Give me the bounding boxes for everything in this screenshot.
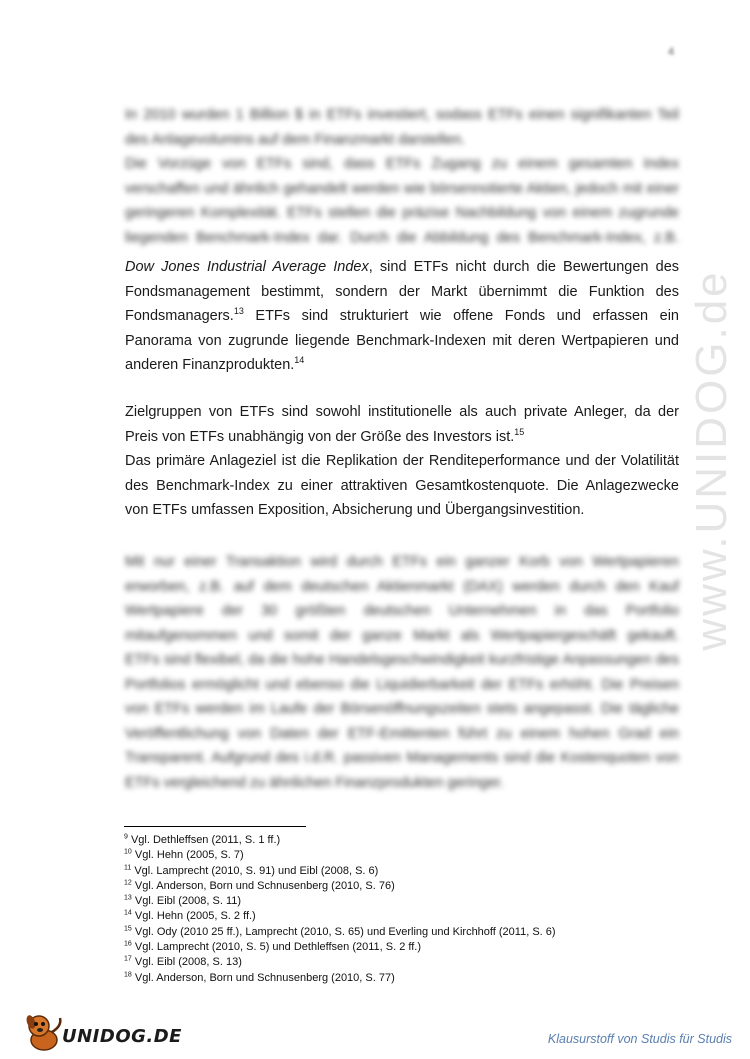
text-line: ETFs vergleichend zu ähnlichen Finanzprodukten geringer. [125, 774, 504, 791]
footnote-number: 17 [124, 955, 132, 963]
blurred-preview-block-top [125, 103, 679, 250]
text-fragment: ETFs sind strukturiert wie offene Fonds und erfassen ein [243, 308, 679, 324]
footnote-text: Vgl. Lamprecht (2010, S. 91) und Eibl (2008, S. 6) [134, 864, 379, 877]
text-line: Zielgruppen von ETFs sind sowohl institutionelle als auch private Anleger, da der [125, 404, 679, 420]
footnote-number: 16 [124, 940, 132, 948]
footnote-number: 10 [124, 848, 132, 856]
text-line: ETFs sind flexibel, da die hohe Handelsgeschwindigkeit kurzfristige Anpassungen des [125, 652, 679, 668]
footnote-ref: 13 [233, 306, 244, 317]
text-line: erworben, z.B. auf dem deutschen Aktienmarkt (DAX) werden durch den Kauf [125, 578, 679, 595]
page-number: 4 [668, 46, 675, 58]
text-line: von ETFs umfassen Exposition, Absicherung und Übergangsinvestition. [125, 502, 585, 518]
text-line: Die Vorzüge von ETFs sind, dass ETFs Zugang zu einem gesamten Index [125, 156, 679, 172]
footnote-number: 12 [124, 879, 132, 887]
watermark-text: www.UNIDOG.de [687, 269, 736, 651]
footnote [124, 955, 556, 970]
dog-mascot-icon [22, 1010, 66, 1054]
footnote [124, 940, 556, 955]
text-line: Fondsmanagement bestimmt, sondern der Markt übernimmt die Funktion des [125, 283, 679, 300]
text-fragment: Preis von ETFs unabhängig von der Größe des Investors ist. [125, 428, 515, 445]
footnote [124, 971, 556, 986]
footnote-number: 14 [124, 909, 132, 917]
index-name: Dow Jones Industrial Average Index [125, 259, 369, 275]
footnote [124, 848, 556, 863]
footnote [124, 925, 556, 940]
footnote-text: Vgl. Ody (2010 25 ff.), Lamprecht (2010, S. 65) und Everling und Kirchhoff (2011, S. 6) [134, 925, 556, 938]
blurred-preview-block-bottom [125, 550, 679, 795]
text-line: des Benchmark-Index zu einer attraktiven Gesamtkostenquote. Die Anlagezwecke [125, 477, 679, 494]
footnote-number: 15 [124, 925, 132, 933]
text-line: Panorama von zugrunde liegende Benchmark-Indexen mit deren Wertpapieren und [125, 332, 679, 349]
footnote [124, 879, 556, 894]
text-line: liegenden Benchmark-Index dar. Durch die Abbildung des Benchmark-Index, z.B. [125, 229, 679, 246]
text-line: Veröffentlichung von Daten der ETF-Emittenten führt zu einem hohen Grad ein [125, 725, 679, 742]
text-line: Wertpapiere der 30 größten deutschen Unternehmen in das Portfolio [125, 603, 679, 619]
footnote-text: Vgl. Anderson, Born und Schnusenberg (2010, S. 77) [134, 971, 395, 984]
footnote-text: Vgl. Hehn (2005, S. 7) [134, 849, 244, 862]
text-line [125, 425, 679, 450]
text-line [125, 255, 679, 280]
text-fragment: anderen Finanzprodukten. [125, 357, 295, 373]
text-line: verschaffen und ähnlich gehandelt werden wie börsennotierte Aktien, jedoch mit einer [125, 180, 679, 197]
footnotes [124, 833, 556, 986]
text-line: In 2010 wurden 1 Billion $ in ETFs investiert, sodass ETFs einen signifikanten Teil [125, 107, 679, 123]
footer-tagline: Klausurstoff von Studis für Studis [547, 1032, 732, 1046]
unidog-logo [22, 1010, 182, 1054]
footnote-divider [124, 826, 306, 827]
footnote-text: Vgl. Eibl (2008, S. 13) [134, 956, 242, 969]
footnote-number: 18 [124, 971, 132, 979]
footnote-number: 9 [124, 833, 128, 841]
text-line: des Anlagevolumins auf dem Finanzmarkt darstellen. [125, 131, 466, 148]
footnote-ref: 15 [514, 426, 525, 437]
footnote-text: Vgl. Lamprecht (2010, S. 5) und Dethleffsen (2011, S. 2 ff.) [134, 941, 422, 954]
footnote-text: Vgl. Dethleffsen (2011, S. 1 ff.) [130, 834, 281, 846]
text-line: Mit nur einer Transaktion wird durch ETFs ein ganzer Korb von Wertpapieren [125, 554, 679, 570]
text-line: Portfolios ermöglicht und ebenso die Liquidierbarkeit der ETFs erhöht. Die Preisen [125, 676, 679, 693]
body-paragraph-zielgruppen [125, 400, 679, 523]
text-line: Transparent. Aufgrund des i.d.R. passiven Managements sind die Kostenquoten von [125, 750, 679, 766]
footnote-number: 11 [124, 863, 132, 871]
footnote-text: Vgl. Hehn (2005, S. 2 ff.) [134, 910, 256, 923]
text-line: geringeren Komplexität. ETFs stellen die präzise Nachbildung von einem zugrunde [125, 205, 679, 221]
text-line: mitaufgenommen und somit der ganze Markt als Wertpapiergeschäft gekauft. [125, 627, 679, 644]
text-fragment: , sind ETFs nicht durch die Bewertungen des [368, 259, 680, 275]
footnote [124, 833, 556, 848]
footnote-number: 13 [124, 894, 132, 902]
text-line [125, 304, 679, 329]
footnote [124, 909, 556, 924]
footnote [124, 864, 556, 879]
logo-text: UNIDOG.DE [62, 1026, 182, 1047]
text-line: Das primäre Anlageziel ist die Replikation der Renditeperformance und der Volatilität [125, 453, 679, 469]
footnote-text: Vgl. Anderson, Born und Schnusenberg (2010, S. 76) [134, 879, 395, 892]
text-line [125, 353, 679, 378]
text-line: von ETFs werden im Laufe der Börsenöffnungszeiten stets angepasst. Die tägliche [125, 701, 679, 717]
footnote-text: Vgl. Eibl (2008, S. 11) [134, 895, 242, 908]
footnote [124, 894, 556, 909]
footnote-ref: 14 [294, 355, 305, 366]
text-fragment: Fondsmanagers. [125, 308, 234, 324]
body-paragraph-etf-funktion [125, 255, 679, 378]
